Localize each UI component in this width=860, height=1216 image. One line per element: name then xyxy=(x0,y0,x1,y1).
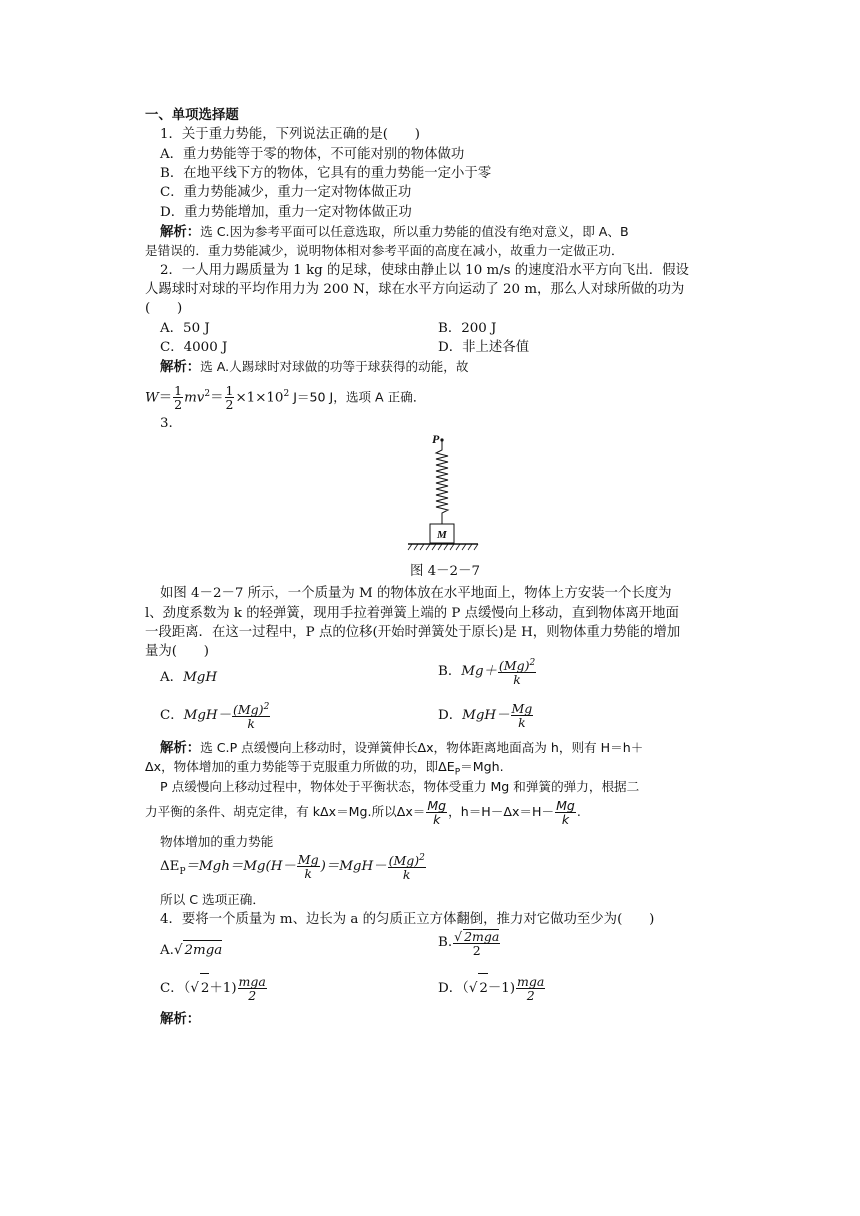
q4-option-d-den: 2 xyxy=(526,988,535,1003)
q3-stem-line-3: 一段距离．在这一过程中，P 点的位移(开始时弹簧处于原长)是 H，则物体重力势能的增加 xyxy=(145,625,681,640)
q3-solution-line-1 xyxy=(160,738,643,758)
q3-option-b-k: k xyxy=(513,672,521,688)
q3-option-b-sup: 2 xyxy=(529,658,536,668)
q3-option-b-label: B． xyxy=(438,664,462,680)
q4-option-d-label: D．（ xyxy=(438,981,469,996)
q2-option-c: C．4000 J xyxy=(160,340,228,355)
q3-option-c-sup: 2 xyxy=(263,702,270,712)
q3-solution-line-5: 物体增加的重力势能 xyxy=(160,834,274,849)
q3-option-d-k: k xyxy=(518,715,526,730)
q3-option-b xyxy=(438,657,537,687)
q1-option-c: C．重力势能减少，重力一定对物体做正功 xyxy=(160,185,412,200)
q4-option-a-rad: 2mga xyxy=(183,940,222,960)
q4-option-c xyxy=(160,973,268,1004)
q3-solution-text-4b: ，h＝H－Δx＝H－ xyxy=(448,804,555,819)
q3-option-d-expr: MgH－ xyxy=(462,708,510,723)
q2-solution-text-1: 选 A.人踢球时对球做的功等于球获得的动能，故 xyxy=(200,359,469,374)
q4-option-c-label: C．（ xyxy=(160,981,191,996)
spring-coil xyxy=(436,440,448,524)
q3-option-b-frac xyxy=(498,657,536,686)
q2-half-den-1: 2 xyxy=(174,397,183,413)
q1-stem: 1．关于重力势能，下列说法正确的是( ) xyxy=(160,127,420,142)
q4-option-b-frac xyxy=(453,929,500,957)
q3-solution-text-4c: . xyxy=(576,804,581,819)
q4-option-c-den: 2 xyxy=(248,988,257,1003)
q3-solution-frac-2-num: Mg xyxy=(556,798,575,813)
q1-option-b: B．在地平线下方的物体，它具有的重力势能一定小于零 xyxy=(160,166,492,181)
q2-formula-w: W xyxy=(145,390,159,406)
q3-solution-sub-p-2: P xyxy=(179,866,186,877)
q3-solution-frac-4-num xyxy=(388,852,426,868)
q2-stem-line-2: 人踢球时对球的平均作用力为 200 N，球在水平方向运动了 20 m，那么人对球所做的功为 xyxy=(145,282,685,297)
q4-option-a-label: A. xyxy=(160,943,174,958)
q4-stem: 4．要将一个质量为 m、边长为 a 的匀质正立方体翻倒，推力对它做功至少为( ) xyxy=(160,912,655,927)
q3-option-a xyxy=(160,668,217,687)
q3-option-a-expr: MgH xyxy=(183,670,218,685)
q4-option-c-rad: 2 xyxy=(200,973,210,1004)
q1-option-d: D．重力势能增加，重力一定对物体做正功 xyxy=(160,205,412,220)
q3-option-c xyxy=(160,701,271,731)
ground-hatching xyxy=(408,544,478,550)
q3-solution-text-6a: ΔE xyxy=(160,859,180,875)
q2-formula-sup-2: 2 xyxy=(283,389,290,399)
q3-option-d xyxy=(438,701,534,731)
q3-number: 3. xyxy=(160,416,173,431)
q4-option-a-radical: √ xyxy=(173,943,183,958)
section-heading: 一、单项选择题 xyxy=(145,107,239,123)
q3-solution-line-3: P 点缓慢向上移动过程中，物体处于平衡状态，物体受重力 Mg 和弹簧的弹力，根据二 xyxy=(160,779,640,794)
q3-solution-frac-4-mg2: (Mg) xyxy=(388,853,420,869)
q4-option-d-rad: 2 xyxy=(478,973,488,1004)
q3-solution-text-6c: )＝MgH－ xyxy=(320,859,387,875)
q3-option-c-frac xyxy=(232,701,270,730)
q3-stem-line-4: 量为( ) xyxy=(145,644,210,659)
q3-option-a-label: A． xyxy=(160,670,184,685)
q3-solution-frac-1-den: k xyxy=(433,812,441,827)
q2-formula-mv: mv xyxy=(184,390,205,406)
q2-formula-sup-1: 2 xyxy=(204,389,211,399)
q1-solution-label: 解析： xyxy=(160,224,201,240)
q3-option-c-num xyxy=(232,701,270,717)
q3-solution-frac-2-den: k xyxy=(561,812,570,827)
q4-option-d-frac xyxy=(516,975,545,1002)
q3-solution-frac-3-num: Mg xyxy=(297,852,319,868)
q2-solution-label: 解析： xyxy=(160,359,201,375)
figure-caption: 图 4－2－7 xyxy=(410,564,480,579)
q4-option-d-radical: √ xyxy=(468,981,478,996)
q2-half-den-2: 2 xyxy=(225,397,234,413)
q3-solution-line-6 xyxy=(160,852,427,887)
q2-formula-half-2 xyxy=(225,384,235,411)
q3-option-c-mg2: (Mg) xyxy=(233,702,264,718)
q2-formula-end: J＝50 J，选项 A 正确． xyxy=(289,389,426,405)
q3-solution-frac-4 xyxy=(388,852,426,881)
q2-stem-line-3: ( ) xyxy=(145,301,183,316)
q2-formula-eq: ＝ xyxy=(158,390,173,406)
figure-label-m: M xyxy=(437,529,447,541)
q4-option-c-num: mga xyxy=(238,974,266,989)
q1-solution-text-1: 选 C.因为参考平面可以任意选取，所以重力势能的值没有绝对意义，即 A、B xyxy=(200,224,629,239)
q4-option-d xyxy=(438,973,546,1004)
q3-solution-text-1: 选 C.P 点缓慢向上移动时，设弹簧伸长Δx，物体距离地面高为 h，则有 H＝h＋ xyxy=(200,740,644,755)
q2-half-num-2: 1 xyxy=(225,383,234,399)
q3-solution-frac-1 xyxy=(426,799,447,826)
q4-option-d-num: mga xyxy=(517,974,545,989)
q1-solution-line-2: 是错误的．重力势能减少，说明物体相对参考平面的高度在减小，故重力一定做正功． xyxy=(145,243,624,258)
q3-stem-line-2: l、劲度系数为 k 的轻弹簧，现用手拉着弹簧上端的 P 点缓慢向上移动，直到物体离开地面 xyxy=(145,606,679,621)
q2-formula-mid: ＝ xyxy=(210,390,224,406)
q3-option-d-frac xyxy=(511,702,534,729)
q4-option-c-radical: √ xyxy=(190,981,199,996)
q3-solution-frac-3 xyxy=(297,853,320,880)
q4-option-d-mid: －1) xyxy=(487,981,516,996)
q4-solution-label: 解析： xyxy=(160,1011,201,1027)
q2-option-d: D．非上述各值 xyxy=(438,340,530,355)
q3-option-c-expr: MgH－ xyxy=(183,708,231,724)
q4-option-b-num: √ 2mga xyxy=(454,928,500,944)
q2-solution-line-1 xyxy=(160,357,468,377)
q2-formula-tail: ×1×10 xyxy=(235,390,284,406)
spring-block-figure xyxy=(400,428,490,552)
q3-solution-text-6b: ＝Mgh＝Mg(H－ xyxy=(185,859,296,875)
q3-option-b-num xyxy=(498,657,536,673)
q3-solution-frac-3-den: k xyxy=(304,866,312,882)
q3-option-d-label: D． xyxy=(438,708,463,723)
q3-solution-frac-4-den: k xyxy=(402,867,411,883)
q2-half-num-1: 1 xyxy=(174,383,183,399)
q3-solution-line-7: 所以 C 选项正确． xyxy=(160,892,265,907)
q3-solution-label: 解析： xyxy=(160,740,201,756)
q1-option-a: A．重力势能等于零的物体，不可能对别的物体做功 xyxy=(160,147,465,162)
q3-solution-text-4a: 力平衡的条件、胡克定律，有 kΔx＝Mg.所以Δx＝ xyxy=(145,804,426,819)
q3-solution-line-4 xyxy=(145,797,581,827)
q2-formula-half-1 xyxy=(173,384,183,411)
q4-option-a xyxy=(160,940,222,960)
q4-option-b-label: B. xyxy=(438,935,453,950)
q3-solution-text-2: Δx，物体增加的重力势能等于克服重力所做的功，即ΔE xyxy=(145,759,455,774)
q2-solution-formula xyxy=(145,379,425,413)
q3-option-c-label: C． xyxy=(160,708,184,724)
q4-option-c-mid: ＋1) xyxy=(209,981,237,996)
q3-option-b-mg2: (Mg) xyxy=(498,658,530,674)
q3-solution-text-2-tail: ＝Mgh. xyxy=(460,759,504,774)
q3-solution-sub-p: P xyxy=(454,767,461,778)
q3-solution-frac-4-sup: 2 xyxy=(419,853,425,863)
q1-solution-line-1 xyxy=(160,222,629,242)
q3-option-c-k: k xyxy=(247,716,255,732)
q2-stem-line-1: 2．一人用力踢质量为 1 kg 的足球，使球由静止以 10 m/s 的速度沿水平方向飞出．假设 xyxy=(160,263,689,278)
q3-solution-frac-2 xyxy=(555,799,576,826)
q3-option-d-num: Mg xyxy=(511,701,533,716)
q4-option-b-den: 2 xyxy=(472,942,481,958)
q4-option-b-rad: 2mga xyxy=(464,928,500,944)
q3-solution-frac-1-num: Mg xyxy=(427,798,447,813)
figure-label-p: P xyxy=(432,432,440,446)
q2-option-a: A．50 J xyxy=(160,321,210,336)
q3-stem-line-1: 如图 4－2－7 所示，一个质量为 M 的物体放在水平地面上，物体上方安装一个长度为 xyxy=(160,586,672,601)
q4-option-c-frac xyxy=(238,975,267,1002)
q2-option-b: B．200 J xyxy=(438,321,497,336)
q3-option-b-expr: Mg＋ xyxy=(461,664,497,680)
q4-option-b xyxy=(438,928,501,958)
